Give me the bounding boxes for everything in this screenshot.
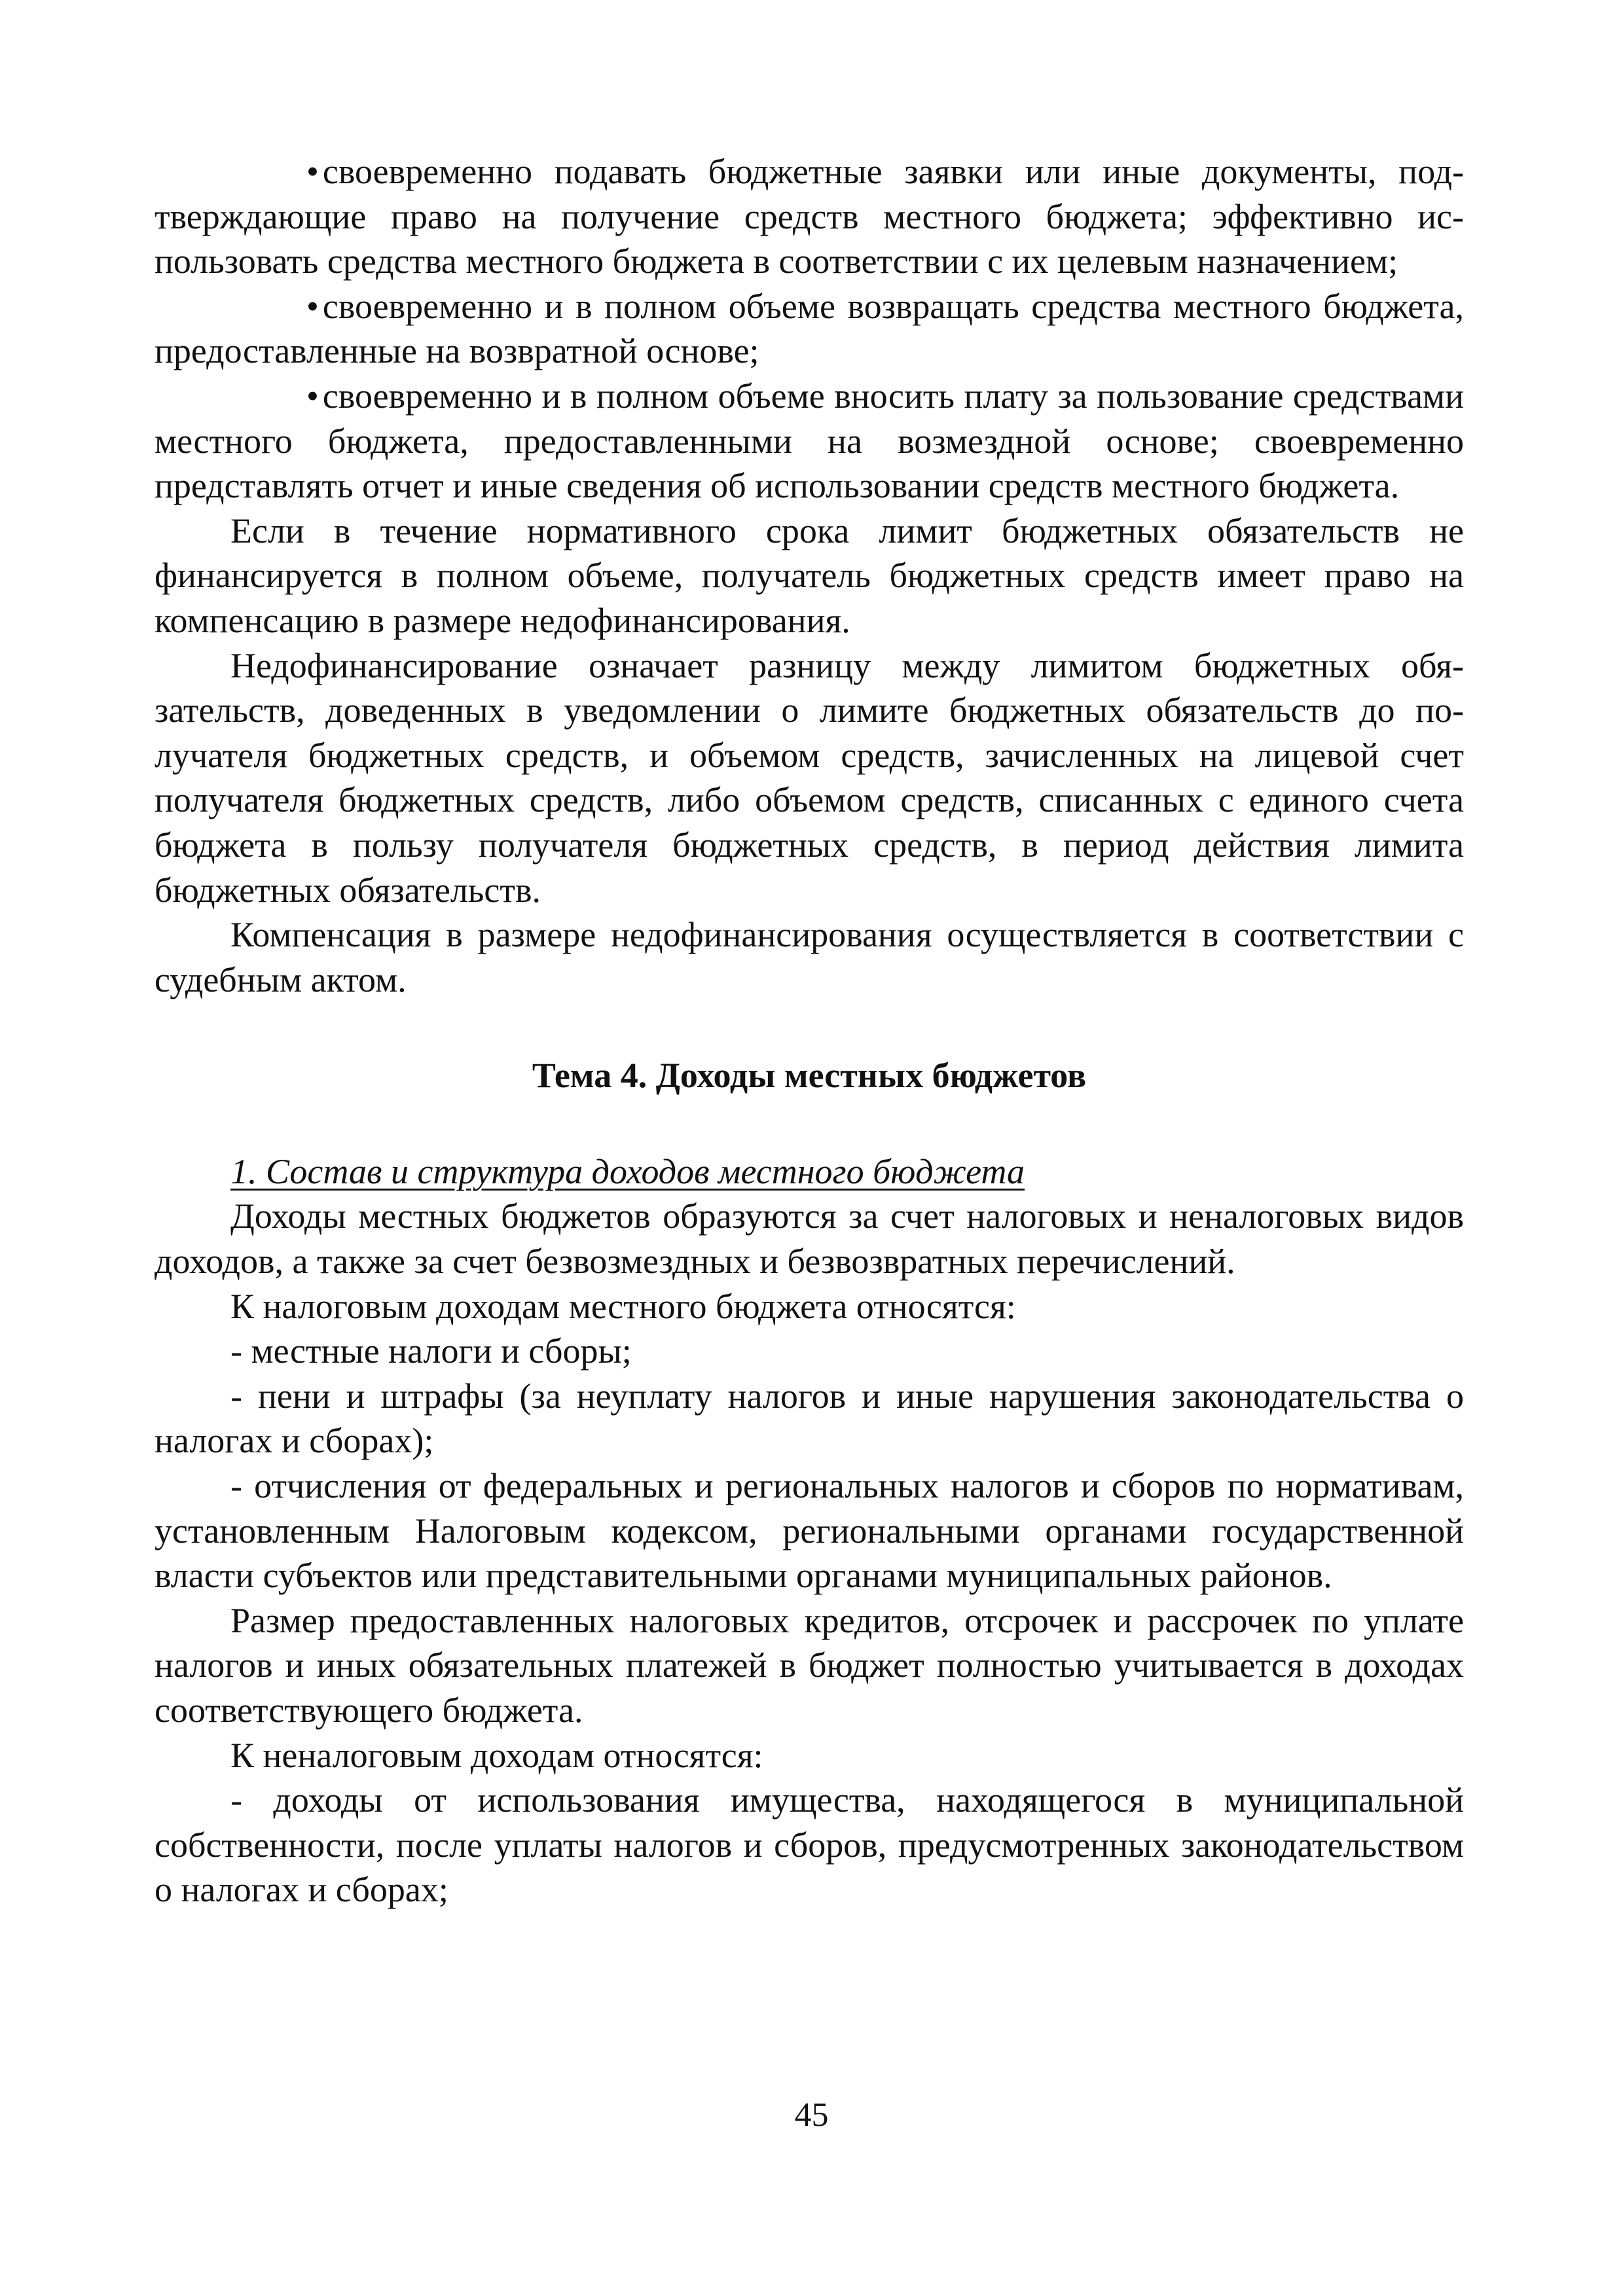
bullet-paragraph [155,374,1464,509]
paragraph-text: своевременно и в полном объеме вносить плату за пользование средствами местного бюджета, предоставленными на возмездной основе; своевременно представлять отчет и иные сведения об использовании средств местного бюджета. [155,376,1464,506]
paragraph-text: - местные налоги и сборы; [230,1331,632,1371]
list-item [155,1463,1464,1598]
bullet-paragraph [155,284,1464,374]
paragraph [155,643,1464,913]
paragraph [155,912,1464,1002]
list-item [155,1778,1464,1912]
paragraph-text: Компенсация в размере недофинансирования осуществляется в соответствии с судебным актом. [155,915,1464,999]
paragraph-text: - доходы от использования имущества, находящегося в муниципальной собственности, после уплаты налогов и сборов, предусмотренных законодательством о налогах и сборах; [155,1780,1464,1910]
paragraph-text: своевременно и в полном объеме возвращать средства местного бюджета, предоставленные на возвратной основе; [155,286,1464,371]
bullet-icon: • [306,286,319,326]
list-item [155,1374,1464,1463]
paragraph [155,509,1464,643]
bullet-icon: • [306,376,319,416]
paragraph-text: Доходы местных бюджетов образуются за счет налоговых и неналоговых видов доходов, а также за счет безвозмездных и безвозвратных перечислений. [155,1196,1464,1282]
paragraph [155,1598,1464,1733]
paragraph [155,1284,1464,1329]
paragraph [155,1733,1464,1778]
body-text [155,149,1464,1912]
page-number: 45 [794,2096,829,2134]
paragraph-text: Если в течение нормативного срока лимит бюджетных обязательств не финансируется в полном объеме, получатель бюджетных средств имеет право на компенсацию в размере недофинансирования. [155,511,1464,640]
paragraph-text: Размер предоставленных налоговых кредитов, отсрочек и рассрочек по уплате налогов и иных обязательных платежей в бюджет полностью учитывается в доходах соответствующего бюджета. [155,1600,1464,1730]
paragraph-text: К неналоговым доходам относятся: [230,1735,763,1775]
list-item [155,1329,1464,1374]
paragraph-text: Недофинансирование означает разницу между лимитом бюджетных обязательств, доведенных в уведомлении о лимите бюджетных обязательств до получателя бюджетных средств, и объемом средств, зачисленных на лицевой счет получателя бюджетных средств, либо объемом средств, списанных с единого счета бюджета в пользу получателя бюджетных средств, в период действия лимита бюджетных обязательств. [155,645,1464,910]
section-title: Тема 4. Доходы местных бюджетов [532,1056,1087,1096]
paragraph [155,1194,1464,1283]
paragraph-text: - пени и штрафы (за неуплату налогов и иные нарушения законодательства о налогах и сборах); [155,1376,1464,1461]
paragraph-text: своевременно подавать бюджетные заявки или иные документы, подтверждающие право на получение средств местного бюджета; эффективно использовать средства местного бюджета в соответствии с их целевым назначением; [155,152,1464,281]
paragraph-text: - отчисления от федеральных и региональных налогов и сборов по нормативам, установленным Налоговым кодексом, региональными органами государственной власти субъектов или представительными органами муниципальных районов. [155,1466,1464,1596]
subsection-title: 1. Состав и структура доходов местного бюджета [230,1151,1025,1191]
bullet-icon: • [306,152,319,191]
bullet-paragraph [155,149,1464,284]
paragraph-text: К налоговым доходам местного бюджета относятся: [230,1286,1016,1326]
